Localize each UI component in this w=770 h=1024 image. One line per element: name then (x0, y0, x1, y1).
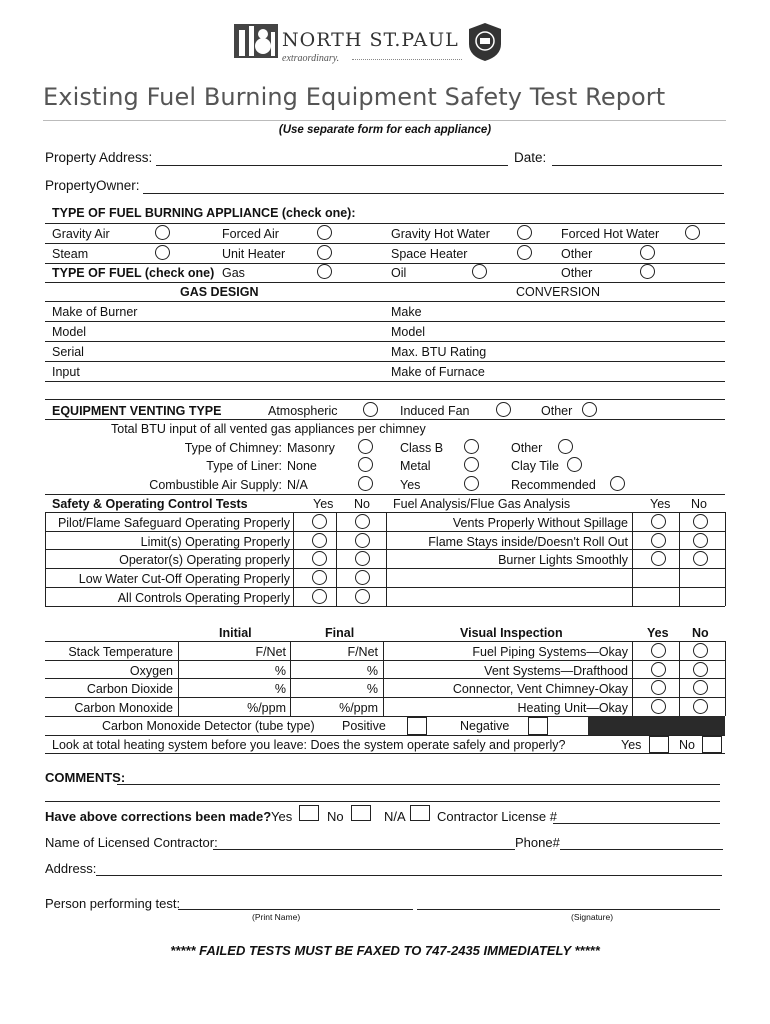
comments-label: COMMENTS: (45, 770, 126, 785)
phone-field[interactable] (560, 849, 723, 850)
metal-label: Metal (400, 459, 431, 473)
col-line (336, 512, 337, 606)
col-line (386, 512, 387, 606)
model-right-label: Model (391, 325, 426, 339)
corrections-na-checkbox[interactable] (410, 805, 430, 821)
row-line (45, 753, 725, 754)
gas-radio[interactable] (317, 264, 332, 279)
safety-yes-radio[interactable] (312, 533, 327, 548)
visual-yes-header: Yes (647, 626, 669, 640)
col-line (45, 512, 46, 606)
flue-item: Vents Properly Without Spillage (452, 516, 628, 530)
forced-air-radio[interactable] (317, 225, 332, 240)
phone-label: Phone# (515, 835, 560, 850)
address-field[interactable] (96, 875, 722, 876)
safety-item: Low Water Cut-Off Operating Properly (78, 572, 290, 586)
measure-initial: %/ppm (247, 701, 286, 715)
gas-design-heading: GAS DESIGN (180, 285, 259, 299)
safety-yes-radio[interactable] (312, 589, 327, 604)
flue-yes-radio[interactable] (651, 551, 666, 566)
measure-final: %/ppm (339, 701, 378, 715)
system-no-checkbox[interactable] (702, 736, 722, 753)
atmospheric-radio[interactable] (363, 402, 378, 417)
city-skyline-logo-icon (233, 20, 279, 60)
visual-item: Connector, Vent Chimney-Okay (452, 682, 628, 696)
property-owner-label: PropertyOwner: (45, 178, 140, 193)
forced-hot-water-label: Forced Hot Water (561, 227, 660, 241)
row-line (45, 660, 725, 661)
corrections-yes-label: Yes (271, 809, 293, 824)
visual-no-radio[interactable] (693, 680, 708, 695)
chimney-other-label: Other (511, 441, 543, 455)
safety-item: Operator(s) Operating properly (119, 553, 290, 567)
safety-heading: Safety & Operating Control Tests (52, 497, 248, 511)
gravity-air-label: Gravity Air (52, 227, 110, 241)
row-line (45, 568, 725, 569)
visual-item: Vent Systems—Drafthood (484, 664, 628, 678)
positive-label: Positive (342, 719, 386, 733)
row-line (45, 243, 725, 244)
class-b-label: Class B (400, 441, 444, 455)
induced-fan-label: Induced Fan (400, 404, 470, 418)
visual-yes-radio[interactable] (651, 680, 666, 695)
metal-radio[interactable] (464, 457, 479, 472)
row-line (45, 263, 725, 264)
col-line (725, 512, 726, 606)
safety-no-radio[interactable] (355, 570, 370, 585)
address-label: Address: (45, 861, 97, 876)
venting-heading: EQUIPMENT VENTING TYPE (52, 404, 222, 418)
safety-no-radio[interactable] (355, 551, 370, 566)
row-line (45, 512, 725, 513)
row-line (45, 321, 725, 322)
col-line (725, 641, 726, 716)
measure-initial: % (274, 682, 286, 696)
class-b-radio[interactable] (464, 439, 479, 454)
flue-no-header: No (691, 497, 707, 511)
system-yes-label: Yes (621, 738, 642, 752)
row-line (45, 678, 725, 679)
other-appliance-radio[interactable] (640, 245, 655, 260)
contractor-label: Name of Licensed Contractor: (45, 835, 218, 850)
visual-no-header: No (692, 626, 709, 640)
contractor-field[interactable] (213, 849, 515, 850)
comments-field-2[interactable] (45, 801, 720, 802)
flue-yes-radio[interactable] (651, 514, 666, 529)
measure-final: % (366, 664, 378, 678)
corrections-no-label: No (327, 809, 344, 824)
flue-no-radio[interactable] (693, 533, 708, 548)
comments-field[interactable] (117, 784, 720, 785)
date-label: Date: (514, 150, 547, 165)
steam-label: Steam (52, 247, 89, 261)
city-tagline: extraordinary. (282, 53, 340, 64)
page-title: Existing Fuel Burning Equipment Safety Test Report (43, 83, 666, 111)
license-field[interactable] (553, 823, 720, 824)
measure-label: Oxygen (129, 664, 173, 678)
flue-yes-radio[interactable] (651, 533, 666, 548)
print-name-caption: (Print Name) (252, 912, 301, 922)
logo-underline (352, 59, 462, 60)
none-label: None (287, 459, 317, 473)
venting-other-label: Other (541, 404, 573, 418)
row-line (45, 223, 725, 224)
flue-item: Burner Lights Smoothly (498, 553, 628, 567)
row-line (45, 361, 725, 362)
clay-tile-label: Clay Tile (511, 459, 559, 473)
row-line (45, 735, 725, 736)
oil-label: Oil (391, 266, 407, 280)
negative-label: Negative (460, 719, 510, 733)
atmospheric-label: Atmospheric (268, 404, 338, 418)
flue-no-radio[interactable] (693, 551, 708, 566)
col-line (679, 512, 680, 606)
safety-no-radio[interactable] (355, 533, 370, 548)
flue-no-radio[interactable] (693, 514, 708, 529)
print-name-field[interactable] (178, 909, 413, 910)
masonry-radio[interactable] (358, 439, 373, 454)
col-line (383, 641, 384, 716)
corrections-na-label: N/A (384, 809, 406, 824)
col-line (293, 512, 294, 606)
system-yes-checkbox[interactable] (649, 736, 669, 753)
gravity-hot-water-label: Gravity Hot Water (391, 227, 490, 241)
corrections-label: Have above corrections been made? (45, 809, 272, 824)
serial-label: Serial (52, 345, 84, 359)
corrections-yes-checkbox[interactable] (299, 805, 319, 821)
measure-label: Carbon Dioxide (86, 682, 173, 696)
row-line (45, 587, 725, 588)
conversion-heading: CONVERSION (516, 285, 601, 299)
negative-checkbox[interactable] (528, 717, 548, 735)
positive-checkbox[interactable] (407, 717, 427, 735)
space-heater-radio[interactable] (517, 245, 532, 260)
col-line (178, 641, 179, 716)
safety-item: All Controls Operating Properly (117, 591, 290, 605)
steam-radio[interactable] (155, 245, 170, 260)
property-address-label: Property Address: (45, 150, 153, 165)
model-left-label: Model (52, 325, 87, 339)
safety-no-radio[interactable] (355, 514, 370, 529)
title-divider (43, 120, 726, 121)
na-radio[interactable] (358, 476, 373, 491)
col-line (632, 512, 633, 606)
space-heater-label: Space Heater (391, 247, 468, 261)
shaded-cell (588, 716, 725, 735)
col-line (632, 641, 633, 716)
measure-initial: % (274, 664, 286, 678)
other-fuel-radio[interactable] (640, 264, 655, 279)
row-line (45, 641, 725, 642)
masonry-label: Masonry (287, 441, 335, 455)
visual-no-radio[interactable] (693, 662, 708, 677)
na-label: N/A (287, 478, 308, 492)
input-label: Input (52, 365, 80, 379)
unit-heater-label: Unit Heater (222, 247, 286, 261)
measure-final: % (366, 682, 378, 696)
row-line (45, 301, 725, 302)
visual-item: Heating Unit—Okay (517, 701, 628, 715)
row-line (45, 282, 725, 283)
row-line (45, 399, 725, 400)
col-line (679, 641, 680, 716)
co-detector-label: Carbon Monoxide Detector (tube type) (102, 719, 315, 733)
signature-caption: (Signature) (571, 912, 614, 922)
final-header: Final (325, 626, 355, 640)
failed-tests-warning: ***** FAILED TESTS MUST BE FAXED TO 747-2435 IMMEDIATELY ***** (170, 943, 600, 958)
flue-heading: Fuel Analysis/Flue Gas Analysis (393, 497, 571, 511)
other-fuel-label: Other (561, 266, 593, 280)
clay-tile-radio[interactable] (567, 457, 582, 472)
property-owner-field[interactable] (143, 193, 724, 194)
recommended-radio[interactable] (610, 476, 625, 491)
air-yes-radio[interactable] (464, 476, 479, 491)
signature-field[interactable] (417, 909, 720, 910)
visual-yes-radio[interactable] (651, 699, 666, 714)
venting-other-radio[interactable] (582, 402, 597, 417)
person-label: Person performing test: (45, 896, 181, 911)
visual-no-radio[interactable] (693, 699, 708, 714)
license-label: Contractor License # (437, 809, 557, 824)
safety-yes-header: Yes (313, 497, 334, 511)
safety-yes-radio[interactable] (312, 514, 327, 529)
unit-heater-radio[interactable] (317, 245, 332, 260)
measure-label: Stack Temperature (68, 645, 173, 659)
row-line (45, 531, 725, 532)
other-appliance-label: Other (561, 247, 593, 261)
visual-yes-radio[interactable] (651, 643, 666, 658)
row-line (45, 549, 725, 550)
row-line (45, 341, 725, 342)
flue-item: Flame Stays inside/Doesn't Roll Out (428, 535, 628, 549)
row-line (45, 381, 725, 382)
liner-type-label: Type of Liner: (206, 459, 282, 473)
row-line (45, 697, 725, 698)
safety-no-header: No (354, 497, 370, 511)
make-label: Make (391, 305, 422, 319)
oil-radio[interactable] (472, 264, 487, 279)
initial-header: Initial (219, 626, 252, 640)
safety-no-radio[interactable] (355, 589, 370, 604)
make-of-burner-label: Make of Burner (52, 305, 138, 319)
forced-air-label: Forced Air (222, 227, 279, 241)
appliance-type-heading: TYPE OF FUEL BURNING APPLIANCE (check one): (52, 206, 356, 220)
visual-no-radio[interactable] (693, 643, 708, 658)
measure-label: Carbon Monoxide (74, 701, 173, 715)
measure-final: F/Net (347, 645, 378, 659)
measure-initial: F/Net (255, 645, 286, 659)
gas-label: Gas (222, 266, 245, 280)
row-line (45, 419, 725, 420)
induced-fan-radio[interactable] (496, 402, 511, 417)
total-btu-label: Total BTU input of all vented gas appliances per chimney (111, 422, 426, 436)
fuel-type-heading: TYPE OF FUEL (check one) (52, 266, 215, 280)
row-line (45, 606, 725, 607)
col-line (290, 641, 291, 716)
max-btu-label: Max. BTU Rating (391, 345, 487, 359)
date-field[interactable] (552, 165, 722, 166)
gravity-air-radio[interactable] (155, 225, 170, 240)
police-badge-icon (467, 22, 503, 62)
flue-yes-header: Yes (650, 497, 671, 511)
forced-hot-water-radio[interactable] (685, 225, 700, 240)
row-line (45, 494, 725, 495)
chimney-other-radio[interactable] (558, 439, 573, 454)
property-address-field[interactable] (156, 165, 508, 166)
visual-yes-radio[interactable] (651, 662, 666, 677)
safety-yes-radio[interactable] (312, 551, 327, 566)
visual-header: Visual Inspection (460, 626, 563, 640)
safety-yes-radio[interactable] (312, 570, 327, 585)
air-supply-label: Combustible Air Supply: (149, 478, 282, 492)
air-yes-label: Yes (400, 478, 421, 492)
make-of-furnace-label: Make of Furnace (391, 365, 485, 379)
page-subtitle: (Use separate form for each appliance) (278, 124, 492, 136)
recommended-label: Recommended (511, 478, 596, 492)
system-check-question: Look at total heating system before you leave: Does the system operate safely and properly? (52, 738, 566, 752)
system-no-label: No (679, 738, 695, 752)
safety-item: Limit(s) Operating Properly (140, 535, 290, 549)
city-name: NORTH ST.PAUL (282, 29, 459, 51)
gravity-hot-water-radio[interactable] (517, 225, 532, 240)
chimney-type-label: Type of Chimney: (184, 441, 282, 455)
none-radio[interactable] (358, 457, 373, 472)
visual-item: Fuel Piping Systems—Okay (472, 645, 628, 659)
corrections-no-checkbox[interactable] (351, 805, 371, 821)
safety-item: Pilot/Flame Safeguard Operating Properly (57, 516, 290, 530)
